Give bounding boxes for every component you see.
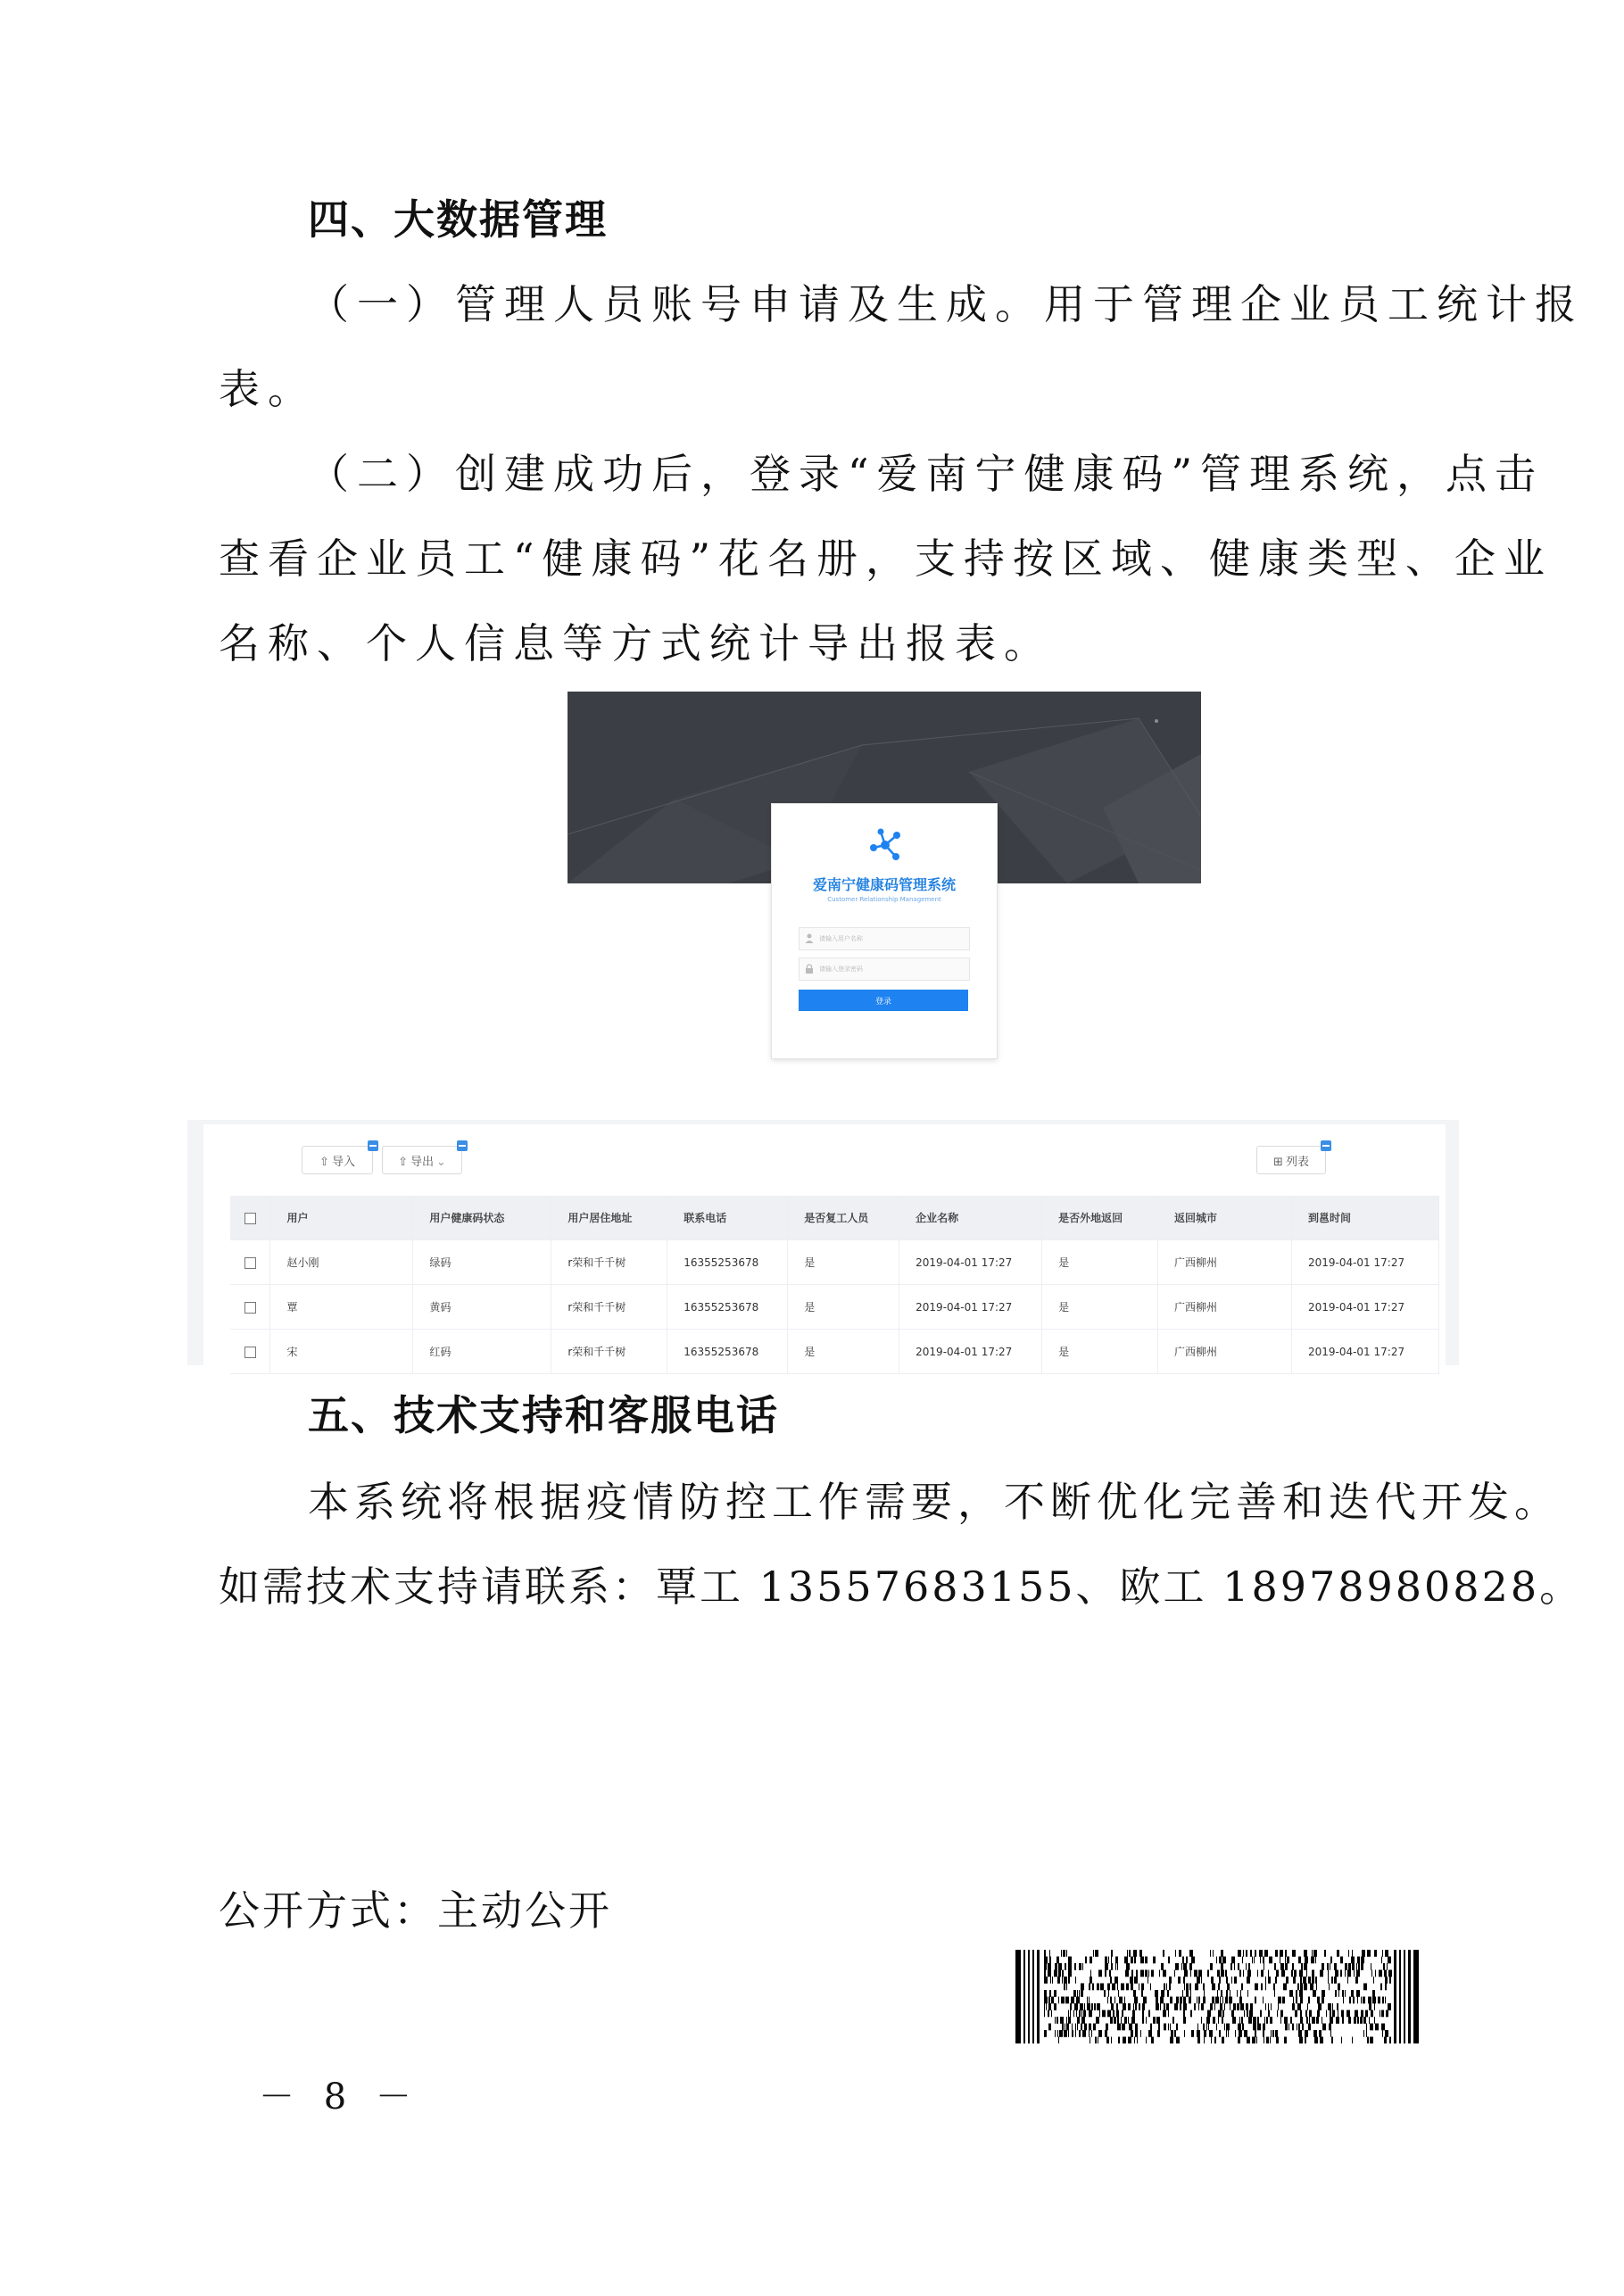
username-placeholder: 请输入用户名称 [819,935,863,942]
column-header: 企业名称 [899,1196,1042,1240]
disclosure-line: 公开方式：主动公开 [219,1886,612,1935]
lock-icon [805,964,814,974]
table-cell: 是 [788,1330,899,1374]
login-card [771,803,998,1059]
export-button-label: 导出 [410,1155,434,1169]
table-cell: 广西柳州 [1158,1285,1292,1330]
badge-icon [368,1140,378,1151]
table-cell: 16355253678 [667,1285,788,1330]
table-cell: 绿码 [413,1240,551,1285]
column-header: 用户 [270,1196,413,1240]
table-cell: r荣和千千树 [551,1285,667,1330]
row-select-cell[interactable] [230,1330,270,1374]
table-cell: 是 [788,1240,899,1285]
table-cell: 赵小刚 [270,1240,413,1285]
table-cell: 16355253678 [667,1240,788,1285]
list-view-button[interactable] [1256,1146,1326,1174]
table-row[interactable] [230,1330,1439,1374]
section4-p2-line3: 名称、个人信息等方式统计导出报表。 [219,619,1053,667]
import-button-label: 导入 [331,1155,355,1169]
table-row[interactable] [230,1240,1439,1285]
column-header: 是否外地返回 [1042,1196,1158,1240]
login-system-subtitle: Customer Relationship Management [827,896,941,903]
table-row[interactable] [230,1285,1439,1330]
table-cell: r荣和千千树 [551,1330,667,1374]
badge-icon [457,1140,468,1151]
login-system-title: 爱南宁健康码管理系统 [812,876,956,893]
table-screenshot [187,1120,1459,1365]
table-cell: 是 [788,1285,899,1330]
password-input[interactable] [799,957,970,981]
section4-p2-line1: （二）创建成功后，登录“爱南宁健康码”管理系统，点击 [308,450,1545,498]
table-cell: 是 [1042,1330,1158,1374]
table-cell: 2019-04-01 17:27 [899,1285,1042,1330]
section5-p-line1: 本系统将根据疫情防控工作需要，不断优化完善和迭代开发。 [308,1478,1561,1526]
table-cell: 2019-04-01 17:27 [899,1240,1042,1285]
column-header: 到邕时间 [1291,1196,1438,1240]
network-nodes-icon [866,826,904,864]
table-cell: 黄码 [413,1285,551,1330]
table-cell: 是 [1042,1285,1158,1330]
section4-p1-line2: 表。 [219,365,317,413]
table-cell: 2019-04-01 17:27 [1291,1285,1438,1330]
column-header: 是否复工人员 [788,1196,899,1240]
login-button[interactable]: 登录 [799,990,968,1011]
column-header: 用户居住地址 [551,1196,667,1240]
table-panel [203,1124,1446,1365]
section5-p-line2: 如需技术支持请联系：覃工 13557683155、欧工 18978980828。 [219,1562,1584,1611]
section5-heading: 五、技术支持和客服电话 [308,1391,779,1439]
login-screenshot [568,692,1201,1057]
column-header: 联系电话 [667,1196,788,1240]
row-select-cell[interactable] [230,1285,270,1330]
table-cell: 宋 [270,1330,413,1374]
section4-heading: 四、大数据管理 [308,195,608,244]
table-cell: 广西柳州 [1158,1330,1292,1374]
export-dropdown-button[interactable] [382,1146,462,1174]
select-all-checkbox[interactable] [244,1213,256,1224]
select-all-cell[interactable] [230,1196,270,1240]
row-checkbox[interactable] [244,1302,256,1314]
table-header-row [230,1196,1439,1240]
column-header: 返回城市 [1158,1196,1292,1240]
table-cell: 2019-04-01 17:27 [899,1330,1042,1374]
chevron-down-icon: ⌄ [436,1155,446,1169]
badge-icon [1321,1140,1331,1151]
table-cell: 红码 [413,1330,551,1374]
password-placeholder: 请输入登录密码 [819,966,863,973]
list-button-label: 列表 [1285,1155,1309,1169]
table-cell: 2019-04-01 17:27 [1291,1240,1438,1285]
table-grid-icon: ⊞ [1273,1155,1283,1169]
table-cell: 2019-04-01 17:27 [1291,1330,1438,1374]
page-number: － 8 － [259,2076,420,2118]
row-checkbox[interactable] [244,1347,256,1358]
table-cell: 16355253678 [667,1330,788,1374]
table-cell: 广西柳州 [1158,1240,1292,1285]
table-cell: 覃 [270,1285,413,1330]
section4-p2-line2: 查看企业员工“健康码”花名册，支持按区域、健康类型、企业 [219,535,1554,583]
upload-icon: ⇧ [319,1155,329,1169]
row-checkbox[interactable] [244,1257,256,1269]
user-icon [805,933,814,943]
section4-p1-line1: （一）管理人员账号申请及生成。用于管理企业员工统计报 [308,280,1584,328]
column-header: 用户健康码状态 [413,1196,551,1240]
employee-health-table [230,1196,1439,1374]
username-input[interactable] [799,927,970,950]
import-button[interactable] [302,1146,373,1174]
table-cell: r荣和千千树 [551,1240,667,1285]
barcode-image [1015,1950,1419,2043]
row-select-cell[interactable] [230,1240,270,1285]
download-icon: ⇧ [398,1155,408,1169]
table-cell: 是 [1042,1240,1158,1285]
